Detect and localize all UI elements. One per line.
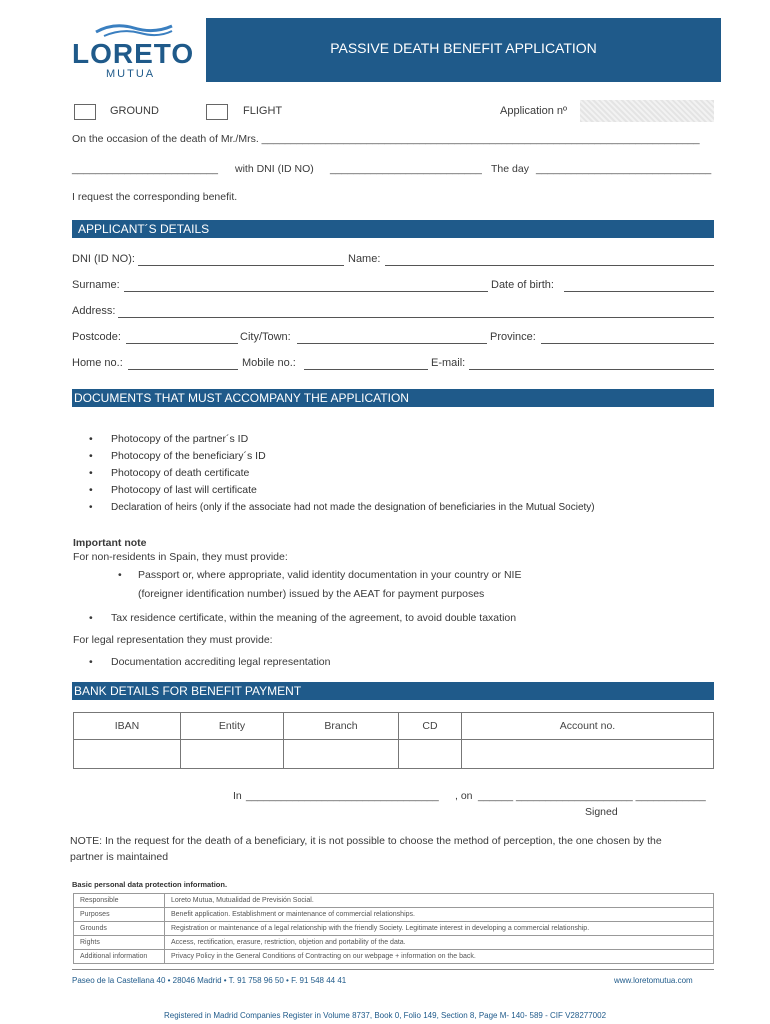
protection-value: Privacy Policy in the General Conditions of Contracting on our webpage + information on the back. xyxy=(165,950,714,964)
protection-title: Basic personal data protection information. xyxy=(72,880,228,889)
protection-value: Access, rectification, erasure, restriction, objetion and portability of the data. xyxy=(165,936,714,950)
protection-table xyxy=(73,893,714,964)
list-item: • Photocopy of last will certificate xyxy=(73,482,595,499)
home-field[interactable] xyxy=(128,369,238,370)
name-field[interactable] xyxy=(385,265,714,266)
footer-address: Paseo de la Castellana 40 • 28046 Madrid • T. 91 758 96 50 • F. 91 548 44 41 xyxy=(72,976,347,985)
bank-table xyxy=(73,712,714,769)
with-dni-label: with DNI (ID NO) xyxy=(235,163,314,175)
protection-label: Grounds xyxy=(74,922,165,936)
protection-value: Loreto Mutua, Mutualidad de Previsión Social. xyxy=(165,894,714,908)
bank-banner xyxy=(72,682,714,700)
name-label: Name: xyxy=(348,253,381,265)
bank-title: BANK DETAILS FOR BENEFIT PAYMENT xyxy=(74,684,302,698)
on-label: , on xyxy=(455,790,473,802)
passport-text: Passport or, where appropriate, valid identity documentation in your country or NIE xyxy=(138,569,522,581)
table-row xyxy=(74,740,714,769)
documents-banner xyxy=(72,389,714,407)
non-residents-text: For non-residents in Spain, they must provide: xyxy=(73,551,288,563)
postcode-field[interactable] xyxy=(126,343,238,344)
protection-value: Benefit application. Establishment or maintenance of commercial relationships. xyxy=(165,908,714,922)
place-blank[interactable]: _________________________________ xyxy=(246,790,439,802)
surname-label: Surname: xyxy=(72,279,120,291)
intro-blank1: _________________________ xyxy=(72,163,218,175)
table-row xyxy=(74,950,714,964)
table-row xyxy=(74,908,714,922)
in-label: In xyxy=(233,790,242,802)
entity-field[interactable] xyxy=(181,740,284,769)
iban-header: IBAN xyxy=(74,713,181,740)
dob-label: Date of birth: xyxy=(491,279,554,291)
applicant-title: APPLICANT´S DETAILS xyxy=(78,222,210,236)
province-field[interactable] xyxy=(541,343,714,344)
cd-header: CD xyxy=(399,713,462,740)
branch-field[interactable] xyxy=(284,740,399,769)
legal-text: For legal representation they must provide: xyxy=(73,634,273,646)
dni-field[interactable] xyxy=(138,265,344,266)
email-label: E-mail: xyxy=(431,357,466,369)
documents-title: DOCUMENTS THAT MUST ACCOMPANY THE APPLICATION xyxy=(74,391,409,405)
the-day-label: The day xyxy=(491,163,529,175)
protection-label: Rights xyxy=(74,936,165,950)
logo-waves-icon xyxy=(94,20,174,38)
intro-blank3: ______________________________ xyxy=(536,163,712,175)
entity-header: Entity xyxy=(181,713,284,740)
flight-label: FLIGHT xyxy=(243,105,283,117)
application-no-field[interactable] xyxy=(580,100,714,122)
header-banner xyxy=(206,18,721,82)
list-item: • Photocopy of death certificate xyxy=(73,465,595,482)
passport-bullet: • xyxy=(118,569,122,581)
legal-bullet: • xyxy=(89,656,93,668)
tax-text: Tax residence certificate, within the meaning of the agreement, to avoid double taxation xyxy=(111,612,517,624)
table-row xyxy=(74,713,714,740)
table-row xyxy=(74,936,714,950)
surname-field[interactable] xyxy=(124,291,488,292)
province-label: Province: xyxy=(490,331,536,343)
ground-label: GROUND xyxy=(110,105,159,117)
address-label: Address: xyxy=(72,305,116,317)
tax-bullet: • xyxy=(89,612,93,624)
documents-list xyxy=(73,431,595,516)
page-title: PASSIVE DEATH BENEFIT APPLICATION xyxy=(330,40,597,56)
table-row xyxy=(74,922,714,936)
home-label: Home no.: xyxy=(72,357,123,369)
protection-value: Registration or maintenance of a legal relationship with the friendly Society. Legitimate interest in developing a commercial relationship. xyxy=(165,922,714,936)
email-field[interactable] xyxy=(469,369,714,370)
city-field[interactable] xyxy=(297,343,487,344)
dob-field[interactable] xyxy=(564,291,714,292)
protection-label: Purposes xyxy=(74,908,165,922)
passport-text-2: (foreigner identification number) issued by the AEAT for payment purposes xyxy=(138,588,485,600)
logo-sub: MUTUA xyxy=(106,68,156,80)
branch-header: Branch xyxy=(284,713,399,740)
table-row xyxy=(74,894,714,908)
intro-blank2: __________________________ xyxy=(330,163,482,175)
postcode-label: Postcode: xyxy=(72,331,121,343)
mobile-label: Mobile no.: xyxy=(242,357,296,369)
protection-label: Responsible xyxy=(74,894,165,908)
date-blank[interactable]: ______ ____________________ ____________ xyxy=(478,790,706,802)
signed-label: Signed xyxy=(585,806,618,818)
city-label: City/Town: xyxy=(240,331,291,343)
important-note-title: Important note xyxy=(73,537,147,549)
logo-name: LORETO xyxy=(72,38,195,69)
list-item: • Photocopy of the beneficiary´s ID xyxy=(73,448,595,465)
dni-label: DNI (ID NO): xyxy=(72,253,135,265)
cd-field[interactable] xyxy=(399,740,462,769)
ground-checkbox[interactable] xyxy=(74,104,96,120)
flight-checkbox[interactable] xyxy=(206,104,228,120)
footer-divider xyxy=(72,969,714,970)
final-note-line2: partner is maintained xyxy=(70,851,169,863)
footer-registry: Registered in Madrid Companies Register in Volume 8737, Book 0, Folio 149, Section 8, Page M- 140- 589 - CIF V28277002 xyxy=(163,1011,607,1020)
list-item: • Photocopy of the partner´s ID xyxy=(73,431,595,448)
logo xyxy=(72,20,195,82)
application-no-label: Application nº xyxy=(500,105,568,117)
mobile-field[interactable] xyxy=(304,369,428,370)
iban-field[interactable] xyxy=(74,740,181,769)
account-header: Account no. xyxy=(462,713,714,740)
final-note-line1: NOTE: In the request for the death of a beneficiary, it is not possible to choose the method of perception, the one chosen by the xyxy=(70,835,662,847)
address-field[interactable] xyxy=(118,317,714,318)
intro-line1: On the occasion of the death of Mr./Mrs. ___________________________________________________________________________ xyxy=(72,133,700,145)
legal-doc-text: Documentation accrediting legal representation xyxy=(111,656,331,668)
account-field[interactable] xyxy=(462,740,714,769)
list-item: • Declaration of heirs (only if the associate had not made the designation of beneficiaries in the Mutual Society) xyxy=(73,499,595,516)
request-text: I request the corresponding benefit. xyxy=(72,191,238,203)
protection-label: Additional information xyxy=(74,950,165,964)
footer-web-link[interactable]: www.loretomutua.com xyxy=(614,976,693,985)
applicant-banner xyxy=(72,220,714,238)
